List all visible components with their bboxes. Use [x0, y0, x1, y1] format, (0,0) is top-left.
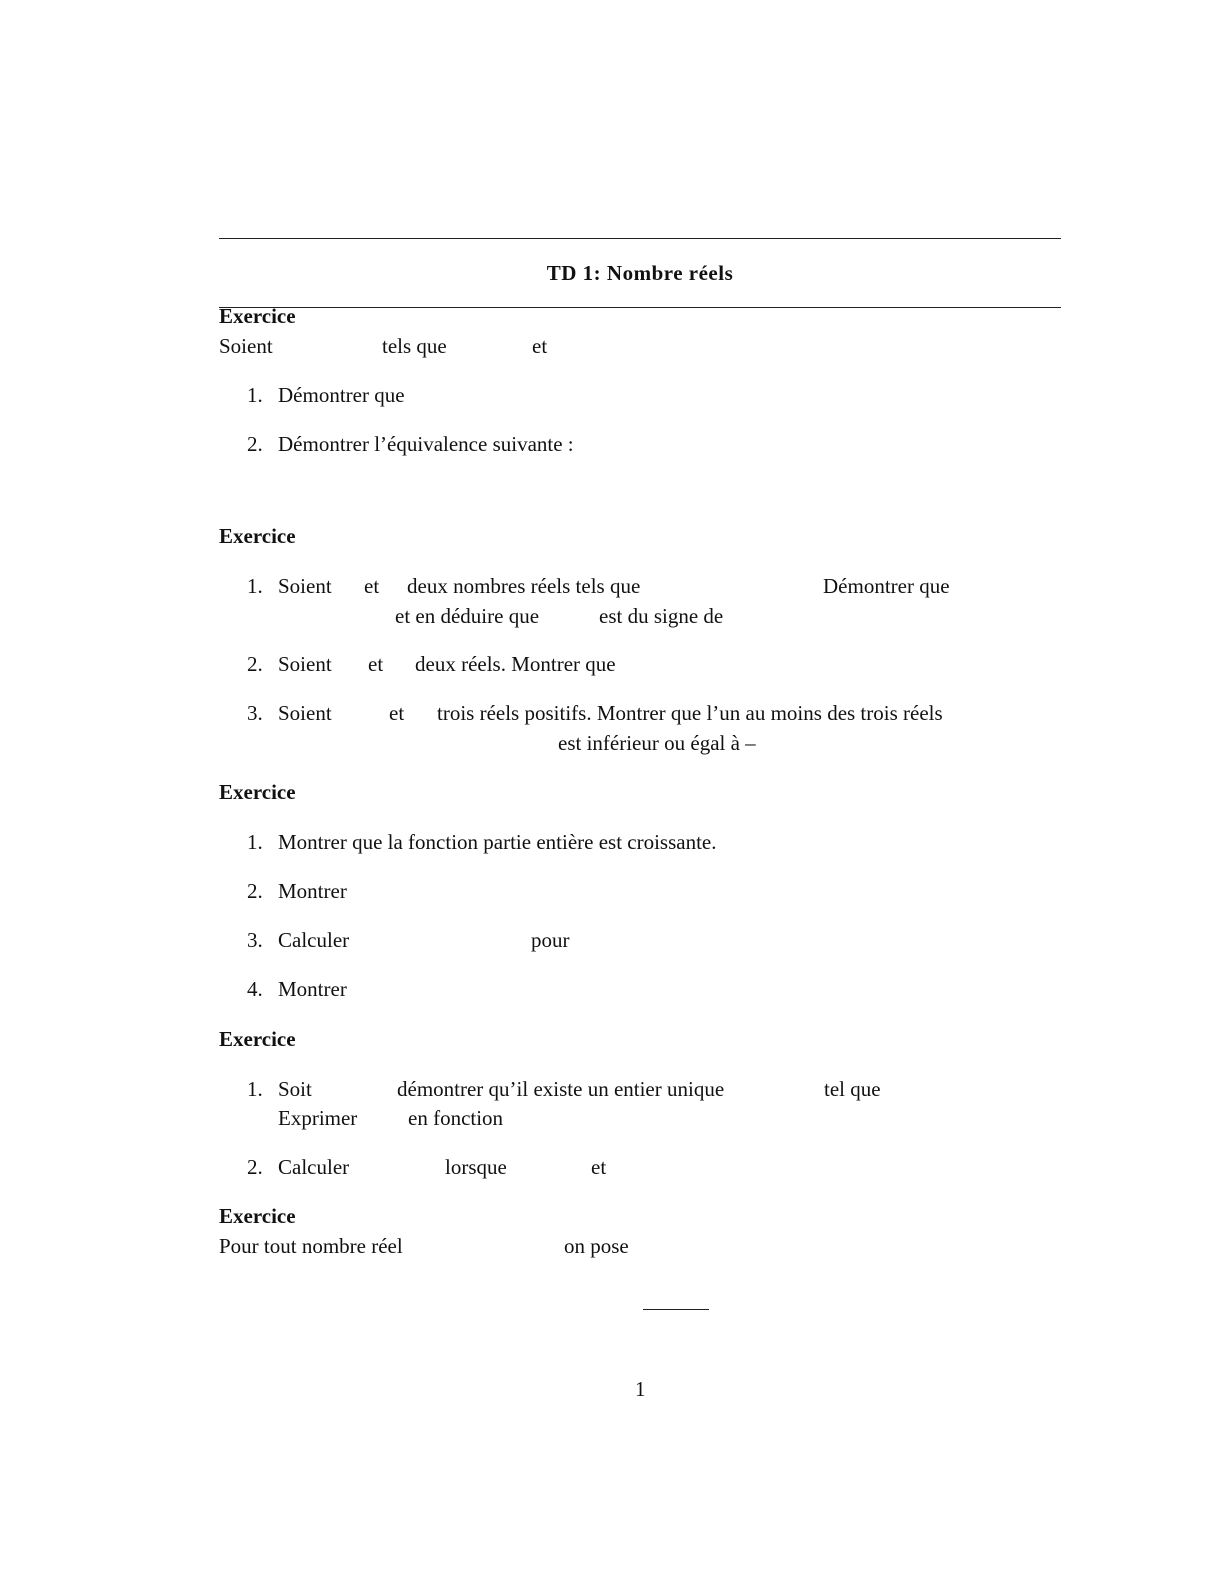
item-number: 2.: [247, 432, 263, 456]
page-title: TD 1: Nombre réels: [546, 261, 734, 285]
exercise-heading: Exercice: [219, 304, 296, 328]
text: et: [532, 334, 548, 358]
text: trois réels positifs. Montrer que l’un au moins des trois réels: [437, 701, 943, 725]
text: en fonction: [408, 1106, 504, 1130]
text: Démontrer que: [823, 574, 950, 598]
item-number: 1.: [247, 383, 263, 407]
item-number: 1.: [247, 830, 263, 854]
item-number: 2.: [247, 879, 263, 903]
item-number: 3.: [247, 928, 263, 952]
exercise-heading: Exercice: [219, 1027, 296, 1051]
text: Calculer: [278, 1155, 350, 1179]
text: et en déduire que: [395, 604, 540, 628]
text: Calculer: [278, 928, 350, 952]
text: Soit: [278, 1077, 312, 1101]
text: et: [364, 574, 380, 598]
text: Montrer: [278, 879, 347, 903]
text: Exprimer: [278, 1106, 358, 1130]
text: Démontrer l’équivalence suivante :: [278, 432, 574, 456]
text: Soient: [219, 334, 273, 358]
item-number: 1.: [247, 1077, 263, 1101]
text: Pour tout nombre réel: [219, 1234, 403, 1258]
text: et: [591, 1155, 607, 1179]
text: Soient: [278, 652, 332, 676]
text: on pose: [564, 1234, 629, 1258]
text: et: [389, 701, 405, 725]
item-number: 2.: [247, 1155, 263, 1179]
text: lorsque: [445, 1155, 507, 1179]
text: deux réels. Montrer que: [415, 652, 616, 676]
fraction-bar: [643, 1309, 709, 1310]
text: est du signe de: [599, 604, 724, 628]
text: Montrer: [278, 977, 347, 1001]
title-rule: [219, 307, 1061, 308]
text: pour: [531, 928, 570, 952]
text: tel que: [824, 1077, 881, 1101]
item-number: 4.: [247, 977, 263, 1001]
top-rule: [219, 238, 1061, 239]
text: tels que: [382, 334, 447, 358]
item-number: 3.: [247, 701, 263, 725]
text: Démontrer que: [278, 383, 405, 407]
item-number: 2.: [247, 652, 263, 676]
item-number: 1.: [247, 574, 263, 598]
page-number: 1: [635, 1377, 646, 1401]
text: deux nombres réels tels que: [407, 574, 641, 598]
text: démontrer qu’il existe un entier unique: [397, 1077, 725, 1101]
text: Montrer que la fonction partie entière est croissante.: [278, 830, 717, 854]
exercise-heading: Exercice: [219, 524, 296, 548]
exercise-heading: Exercice: [219, 1204, 296, 1228]
text: est inférieur ou égal à –: [558, 731, 756, 755]
text: et: [368, 652, 384, 676]
text: Soient: [278, 574, 332, 598]
text: Soient: [278, 701, 332, 725]
exercise-heading: Exercice: [219, 780, 296, 804]
